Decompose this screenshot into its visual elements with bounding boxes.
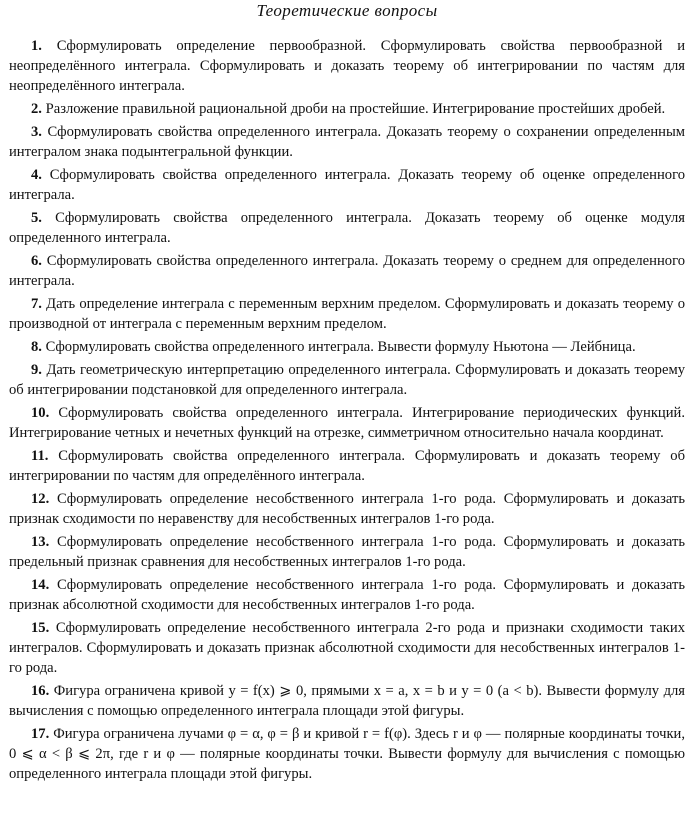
question-text: Дать определение интеграла с переменным верхним пределом. Сформулировать и доказать теорему о производной от интеграла с переменным верхним пределом. xyxy=(9,296,685,332)
question-number: 4. xyxy=(31,167,42,183)
question-text: Дать геометрическую интерпретацию определенного интеграла. Сформулировать и доказать теорему об интегрировании подстановкой для определенного интеграла. xyxy=(9,362,685,398)
question-text: Сформулировать определение первообразной. Сформулировать свойства первообразной и неопределённого интеграла. Сформулировать и доказать теорему об интегрировании по частям для неопределённого интеграла. xyxy=(9,38,685,94)
question-number: 9. xyxy=(31,362,42,378)
question-text: Сформулировать свойства определенного интеграла. Доказать теорему о сохранении определенным интегралом знака подынтегральной функции. xyxy=(9,124,686,160)
question-number: 11. xyxy=(31,448,49,464)
question-text: Сформулировать свойства определенного интеграла. Доказать теорему об оценке модуля определенного интеграла. xyxy=(9,210,685,246)
question-number: 3. xyxy=(31,124,42,140)
question-item xyxy=(9,446,685,486)
question-item xyxy=(9,724,685,784)
question-text: Сформулировать определение несобственного интеграла 1-го рода. Сформулировать и доказать признак абсолютной сходимости для несобственных интегралов 1-го рода. xyxy=(9,577,685,613)
question-number: 13. xyxy=(31,534,50,550)
question-item xyxy=(9,532,685,572)
question-text: Фигура ограничена кривой y = f(x) ⩾ 0, прямыми x = a, x = b и y = 0 (a < b). Вывести формулу для вычисления с помощью определенного интеграла площади этой фигуры. xyxy=(9,683,685,719)
question-item xyxy=(9,99,685,119)
question-text: Разложение правильной рациональной дроби на простейшие. Интегрирование простейших дробей. xyxy=(45,101,666,117)
question-number: 15. xyxy=(31,620,50,636)
question-text: Сформулировать свойства определенного интеграла. Интегрирование периодических функций. Интегрирование четных и нечетных функций на отрезке, симметричном относительно начала координат. xyxy=(9,405,685,441)
question-number: 17. xyxy=(31,726,50,742)
question-number: 2. xyxy=(31,101,42,117)
page-title: Теоретические вопросы xyxy=(256,1,438,20)
question-text: Сформулировать свойства определенного интеграла. Доказать теорему об оценке определенного интеграла. xyxy=(9,167,685,203)
question-number: 1. xyxy=(31,38,42,54)
question-number: 10. xyxy=(31,405,50,421)
question-text: Сформулировать определение несобственного интеграла 1-го рода. Сформулировать и доказать предельный признак сравнения для несобственных интегралов 1-го рода. xyxy=(9,534,685,570)
question-item xyxy=(9,360,685,400)
question-number: 5. xyxy=(31,210,42,226)
question-item xyxy=(9,36,685,96)
question-list xyxy=(9,36,685,784)
question-number: 16. xyxy=(31,683,50,699)
question-item xyxy=(9,208,685,248)
question-item xyxy=(9,294,685,334)
question-item xyxy=(9,165,685,205)
question-item xyxy=(9,489,685,529)
question-number: 6. xyxy=(31,253,42,269)
question-item xyxy=(9,122,685,162)
question-text: Сформулировать определение несобственного интеграла 2-го рода и признаки сходимости таких интегралов. Сформулировать и доказать признак абсолютной сходимости для несобственных интегралов 1-го рода. xyxy=(9,620,685,676)
question-item xyxy=(9,575,685,615)
question-item xyxy=(9,618,685,678)
question-text: Сформулировать определение несобственного интеграла 1-го рода. Сформулировать и доказать признак сходимости по неравенству для несобственных интегралов 1-го рода. xyxy=(9,491,685,527)
question-number: 7. xyxy=(31,296,42,312)
question-item xyxy=(9,337,685,357)
question-item xyxy=(9,681,685,721)
question-text: Сформулировать свойства определенного интеграла. Сформулировать и доказать теорему об интегрировании по частям для определённого интеграла. xyxy=(9,448,685,484)
question-number: 12. xyxy=(31,491,50,507)
question-text: Фигура ограничена лучами φ = α, φ = β и кривой r = f(φ). Здесь r и φ — полярные координаты точки, 0 ⩽ α < β ⩽ 2π, где r и φ — полярные координаты точки. Вывести формулу для вычисления с помощью определенного интеграла площади этой фигуры. xyxy=(9,726,685,782)
question-item xyxy=(9,251,685,291)
question-number: 14. xyxy=(31,577,50,593)
question-text: Сформулировать свойства определенного интеграла. Вывести формулу Ньютона — Лейбница. xyxy=(45,339,636,355)
question-text: Сформулировать свойства определенного интеграла. Доказать теорему о среднем для определенного интеграла. xyxy=(9,253,685,289)
question-number: 8. xyxy=(31,339,42,355)
question-item xyxy=(9,403,685,443)
